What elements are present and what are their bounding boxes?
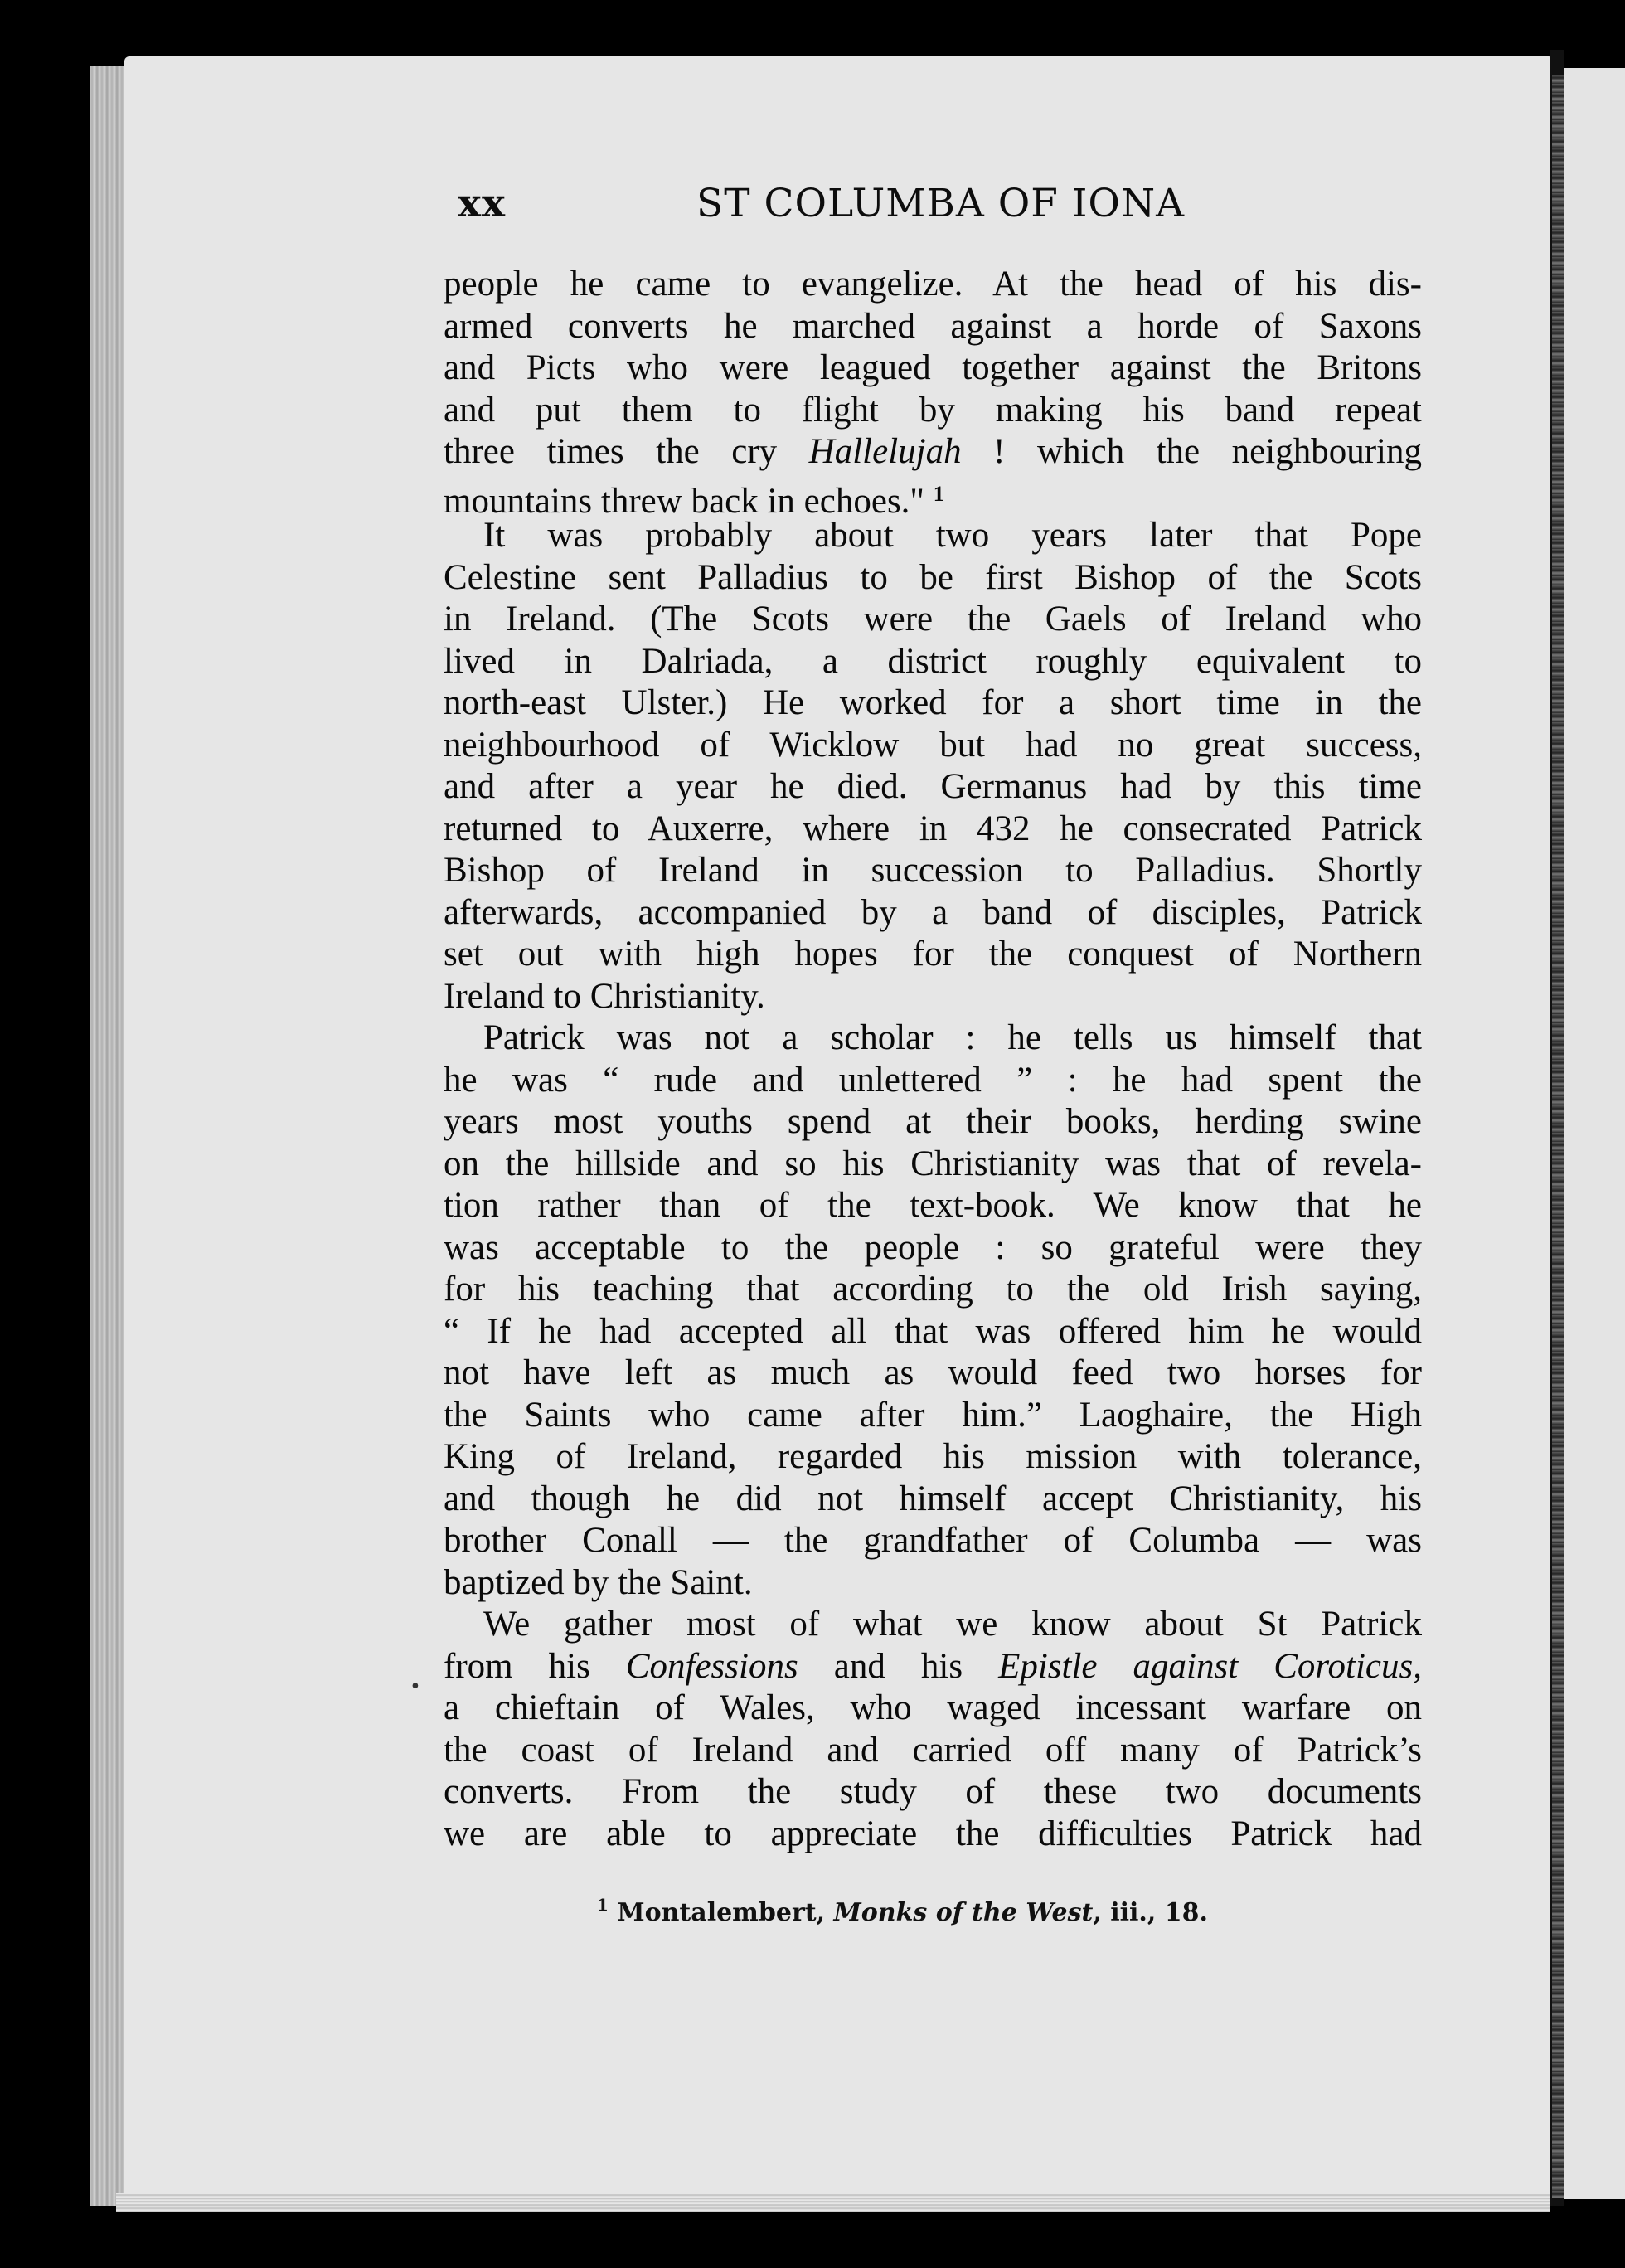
text-line: tion rather than of the text-book. We know that he	[444, 1186, 1422, 1225]
footnote-author: Montalembert,	[617, 1898, 834, 1927]
text-line: brother Conall — the grandfather of Columba — was	[444, 1521, 1422, 1560]
footnote-number: 1	[597, 1895, 609, 1915]
text-line: returned to Auxerre, where in 432 he consecrated Patrick	[444, 809, 1422, 848]
text-line: a chieftain of Wales, who waged incessant warfare on	[444, 1688, 1422, 1727]
text-line	[444, 474, 1422, 521]
text-line: lived in Dalriada, a district roughly equivalent to	[444, 641, 1422, 681]
text-line	[444, 1646, 1422, 1688]
text-line: years most youths spend at their books, herding swine	[444, 1102, 1422, 1141]
text-line: converts. From the study of these two documents	[444, 1772, 1422, 1811]
text-line: was acceptable to the people : so grateful were they	[444, 1227, 1422, 1267]
body-text	[444, 264, 1422, 1855]
page-number: xx	[458, 181, 507, 226]
text-line: Celestine sent Palladius to be first Bishop of the Scots	[444, 557, 1422, 597]
text-line: in Ireland. (The Scots were the Gaels of Ireland who	[444, 600, 1422, 639]
text-line: baptized by the Saint.	[444, 1562, 753, 1602]
text-line: and Picts who were leagued together against the Britons	[444, 348, 1422, 387]
text-line: Ireland to Christianity.	[444, 976, 765, 1016]
footnote-title: Monks of the West	[833, 1898, 1094, 1927]
text-line: he was “ rude and unlettered ” : he had spent the	[444, 1060, 1422, 1100]
text-segment: ! which the neighbouring	[961, 432, 1422, 471]
footnote	[597, 1895, 1343, 1927]
text-line: for his teaching that according to the old Irish saying,	[444, 1270, 1422, 1309]
text-line: King of Ireland, regarded his mission with tolerance,	[444, 1437, 1422, 1476]
text-line: set out with high hopes for the conquest of Northern	[444, 935, 1422, 974]
margin-mark: •	[411, 1673, 420, 1699]
italic-word: Hallelujah	[808, 432, 962, 471]
running-head: ST COLUMBA OF IONA	[696, 181, 1186, 226]
text-line: we are able to appreciate the difficulties Patrick had	[444, 1814, 1422, 1853]
text-line: and after a year he died. Germanus had by this time	[444, 767, 1422, 806]
text-segment: three times the cry	[444, 432, 809, 471]
text-line: and though he did not himself accept Christianity, his	[444, 1479, 1422, 1518]
text-line: people he came to evangelize. At the head of his dis-	[444, 265, 1422, 304]
text-line: Patrick was not a scholar : he tells us himself that	[483, 1018, 1422, 1057]
text-line: “ If he had accepted all that was offered him he would	[444, 1311, 1422, 1351]
right-page	[1564, 68, 1625, 2199]
text-segment: mountains threw back in echoes."	[444, 481, 924, 521]
footnote-citation: , iii., 18.	[1093, 1898, 1208, 1927]
text-line: the coast of Ireland and carried off many of Patrick’s	[444, 1730, 1422, 1770]
footnote-reference: 1	[933, 481, 944, 506]
text-line: north-east Ulster.) He worked for a short time in the	[444, 683, 1422, 722]
italic-title: Confessions	[625, 1646, 798, 1686]
text-line: neighbourhood of Wicklow but had no great success,	[444, 725, 1422, 765]
text-line: It was probably about two years later that Pope	[483, 516, 1422, 555]
right-page-edge	[1552, 75, 1564, 2198]
text-line: Bishop of Ireland in succession to Palladius. Shortly	[444, 851, 1422, 890]
text-segment: and his	[798, 1646, 999, 1686]
text-segment: from his	[444, 1646, 626, 1686]
text-line: and put them to flight by making his band repeat	[444, 390, 1422, 430]
italic-title: Epistle against Coroticus,	[998, 1646, 1422, 1686]
text-line: the Saints who came after him.” Laoghaire, the High	[444, 1395, 1422, 1435]
text-line: not have left as much as would feed two horses for	[444, 1353, 1422, 1392]
text-line: We gather most of what we know about St Patrick	[483, 1605, 1422, 1644]
page-bottom-edge	[116, 2193, 1550, 2212]
text-line: afterwards, accompanied by a band of disciples, Patrick	[444, 892, 1422, 932]
text-line: on the hillside and so his Christianity was that of revela-	[444, 1144, 1422, 1183]
page-header	[458, 181, 1204, 239]
text-line	[444, 431, 1422, 474]
text-line: armed converts he marched against a horde of Saxons	[444, 306, 1422, 346]
